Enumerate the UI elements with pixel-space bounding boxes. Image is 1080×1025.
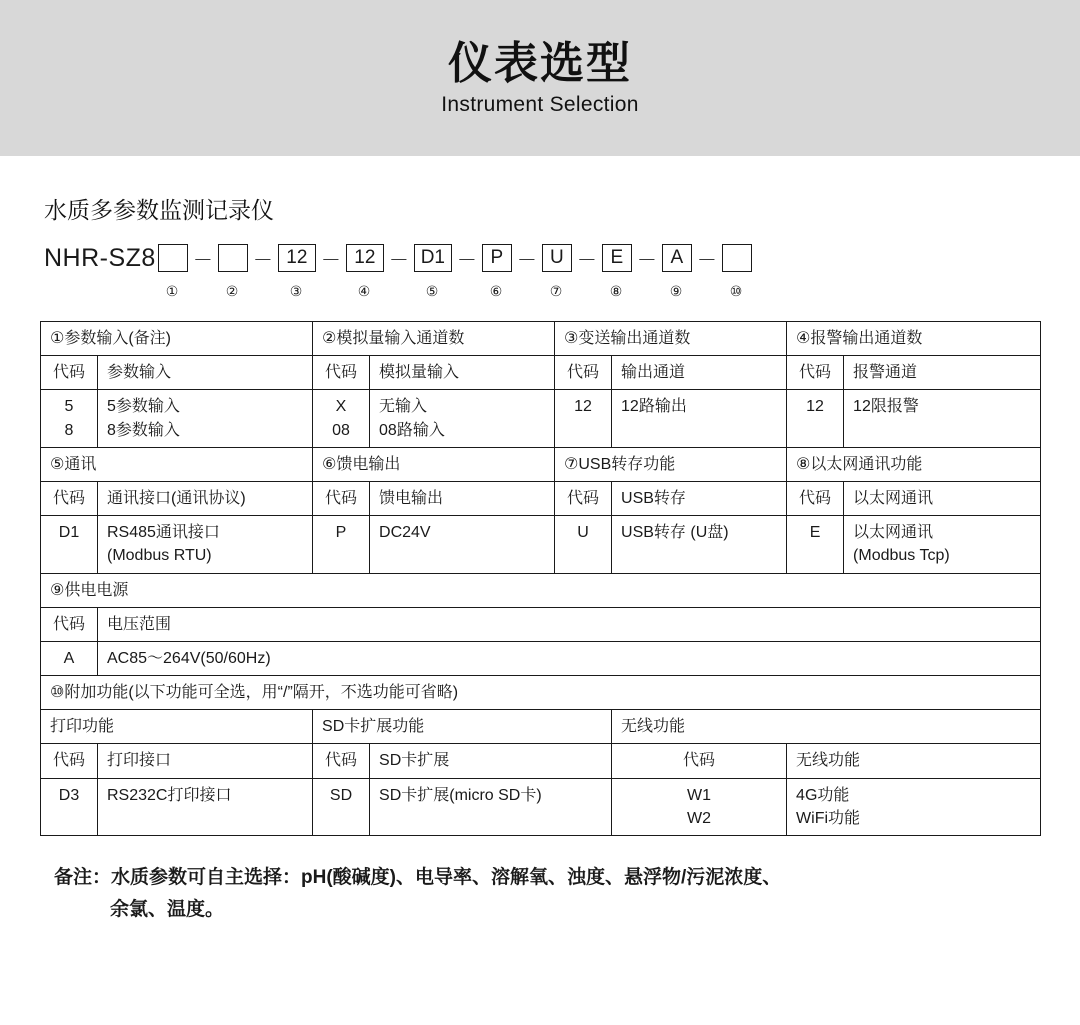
value-param-desc-2: 8参数输入 — [107, 421, 180, 439]
value-ethernet-desc: 以太网通讯 — [853, 524, 934, 542]
index-mark-5: ⑤ — [425, 282, 439, 299]
cell-code-param — [41, 390, 98, 447]
cell-code-print: D3 — [41, 778, 98, 835]
cell-code-output: 12 — [555, 390, 612, 447]
section-header-9: ⑨供电电源 — [41, 573, 1041, 607]
table-row — [41, 607, 1041, 641]
cell-desc-analog — [370, 390, 555, 447]
model-dash-8: － — [636, 249, 657, 272]
page-banner — [0, 0, 1080, 156]
col-header-desc-4: 报警通道 — [844, 356, 1041, 390]
section-header-6: ⑥馈电输出 — [313, 447, 555, 481]
table-row — [41, 516, 1041, 573]
col-header-code-wireless: 代码 — [612, 744, 787, 778]
cell-code-alarm: 12 — [787, 390, 844, 447]
index-mark-1: ① — [165, 282, 179, 299]
footnote-line-1: 备注：水质参数可自主选择：pH(酸碱度)、电导率、溶解氧、浊度、悬浮物/污泥浓度、 — [54, 867, 782, 888]
col-header-desc-8: 以太网通讯 — [844, 481, 1041, 515]
table-row — [41, 641, 1041, 675]
table-row — [41, 676, 1041, 710]
section-header-8: ⑧以太网通讯功能 — [787, 447, 1041, 481]
col-header-desc-5: 通讯接口(通讯协议) — [98, 481, 313, 515]
footnote — [54, 862, 1040, 927]
section-header-7: ⑦USB转存功能 — [555, 447, 787, 481]
cell-desc-comm — [98, 516, 313, 573]
table-row — [41, 778, 1041, 835]
model-dash-6: － — [516, 249, 537, 272]
col-header-code-2: 代码 — [313, 356, 370, 390]
section-header-3: ③变送输出通道数 — [555, 322, 787, 356]
cell-code-comm: D1 — [41, 516, 98, 573]
index-mark-2: ② — [225, 282, 239, 299]
table-row — [41, 322, 1041, 356]
col-header-desc-sd: SD卡扩展 — [370, 744, 612, 778]
cell-desc-ethernet — [844, 516, 1041, 573]
model-box-1 — [158, 244, 188, 272]
cell-desc-alarm: 12限报警 — [844, 390, 1041, 447]
col-header-desc-9: 电压范围 — [98, 607, 1041, 641]
model-code-row — [44, 241, 1040, 275]
index-mark-4: ④ — [357, 282, 371, 299]
section-header-1: ①参数输入(备注) — [41, 322, 313, 356]
value-param-code-1: 5 — [64, 398, 74, 416]
cell-code-wireless — [612, 778, 787, 835]
section-header-4: ④报警输出通道数 — [787, 322, 1041, 356]
cell-code-power-out: P — [313, 516, 370, 573]
table-row — [41, 573, 1041, 607]
value-wireless-code-1: W1 — [687, 786, 712, 804]
col-header-desc-7: USB转存 — [612, 481, 787, 515]
col-header-desc-2: 模拟量输入 — [370, 356, 555, 390]
col-header-code-8: 代码 — [787, 481, 844, 515]
cell-desc-usb — [612, 516, 787, 573]
cell-desc-supply: AC85～264V(50/60Hz) — [98, 641, 1041, 675]
section-header-2: ②模拟量输入通道数 — [313, 322, 555, 356]
model-box-2 — [218, 244, 248, 272]
value-analog-code-1: X — [335, 398, 347, 416]
col-header-code-sd: 代码 — [313, 744, 370, 778]
group-header-print: 打印功能 — [41, 710, 313, 744]
model-box-10 — [722, 244, 752, 272]
model-dash-4: － — [388, 249, 409, 272]
index-mark-10: ⑩ — [729, 282, 743, 299]
value-wireless-desc-2: WiFi功能 — [796, 809, 861, 827]
cell-code-supply: A — [41, 641, 98, 675]
value-comm-desc: RS485通讯接口 — [107, 524, 220, 542]
col-header-code-5: 代码 — [41, 481, 98, 515]
content-area — [0, 192, 1080, 927]
index-mark-6: ⑥ — [489, 282, 503, 299]
index-mark-3: ③ — [289, 282, 303, 299]
col-header-code-6: 代码 — [313, 481, 370, 515]
banner-title-cn: 仪表选型 — [448, 38, 632, 88]
model-box-4: 12 — [346, 244, 384, 272]
section-header-5: ⑤通讯 — [41, 447, 313, 481]
index-mark-9: ⑨ — [669, 282, 683, 299]
value-wireless-code-2: W2 — [687, 809, 712, 827]
value-analog-desc-2: 08路输入 — [379, 421, 445, 439]
col-header-code-7: 代码 — [555, 481, 612, 515]
col-header-code-1: 代码 — [41, 356, 98, 390]
value-power-out-desc: DC24V — [379, 524, 431, 542]
selection-table — [40, 321, 1041, 836]
index-mark-7: ⑦ — [549, 282, 563, 299]
section-header-10: ⑩附加功能(以下功能可全选，用“/”隔开，不选功能可省略) — [41, 676, 1041, 710]
value-analog-desc-1: 无输入 — [379, 398, 428, 416]
table-row — [41, 481, 1041, 515]
value-param-desc-1: 5参数输入 — [107, 398, 180, 416]
model-dash-3: － — [320, 249, 341, 272]
value-param-code-2: 8 — [64, 421, 74, 439]
cell-desc-wireless — [787, 778, 1041, 835]
col-header-desc-print: 打印接口 — [98, 744, 313, 778]
model-box-8: E — [602, 244, 632, 272]
model-prefix: NHR-SZ8 — [44, 243, 156, 272]
group-header-wireless: 无线功能 — [612, 710, 1041, 744]
cell-desc-print: RS232C打印接口 — [98, 778, 313, 835]
col-header-desc-3: 输出通道 — [612, 356, 787, 390]
table-row — [41, 356, 1041, 390]
product-title: 水质多参数监测记录仪 — [44, 197, 274, 223]
model-index-row — [44, 279, 1040, 303]
model-dash-5: － — [456, 249, 477, 272]
group-header-sd: SD卡扩展功能 — [313, 710, 612, 744]
cell-desc-param — [98, 390, 313, 447]
col-header-desc-wireless: 无线功能 — [787, 744, 1041, 778]
cell-desc-sd: SD卡扩展(micro SD卡) — [370, 778, 612, 835]
table-row — [41, 390, 1041, 447]
model-box-5: D1 — [414, 244, 452, 272]
value-wireless-desc-1: 4G功能 — [796, 786, 850, 804]
index-mark-8: ⑧ — [609, 282, 623, 299]
cell-code-usb: U — [555, 516, 612, 573]
col-header-code-print: 代码 — [41, 744, 98, 778]
model-dash-2: － — [252, 249, 273, 272]
model-box-7: U — [542, 244, 572, 272]
banner-title-en: Instrument Selection — [441, 93, 639, 117]
model-dash-7: － — [576, 249, 597, 272]
cell-code-ethernet: E — [787, 516, 844, 573]
table-row — [41, 710, 1041, 744]
cell-code-analog — [313, 390, 370, 447]
model-dash-1: － — [192, 249, 213, 272]
model-dash-9: － — [696, 249, 717, 272]
col-header-code-4: 代码 — [787, 356, 844, 390]
value-usb-desc: USB转存 (U盘) — [621, 524, 729, 542]
cell-desc-output: 12路输出 — [612, 390, 787, 447]
model-box-6: P — [482, 244, 512, 272]
table-row — [41, 447, 1041, 481]
model-box-9: A — [662, 244, 692, 272]
footnote-line-2: 余氯、温度。 — [110, 899, 225, 921]
value-comm-desc2: (Modbus RTU) — [107, 547, 212, 565]
col-header-desc-6: 馈电输出 — [370, 481, 555, 515]
col-header-desc-1: 参数输入 — [98, 356, 313, 390]
value-analog-code-2: 08 — [332, 421, 350, 439]
col-header-code-9: 代码 — [41, 607, 98, 641]
cell-desc-power-out — [370, 516, 555, 573]
cell-code-sd: SD — [313, 778, 370, 835]
col-header-code-3: 代码 — [555, 356, 612, 390]
model-box-3: 12 — [278, 244, 316, 272]
value-ethernet-desc2: (Modbus Tcp) — [853, 547, 950, 565]
table-row — [41, 744, 1041, 778]
